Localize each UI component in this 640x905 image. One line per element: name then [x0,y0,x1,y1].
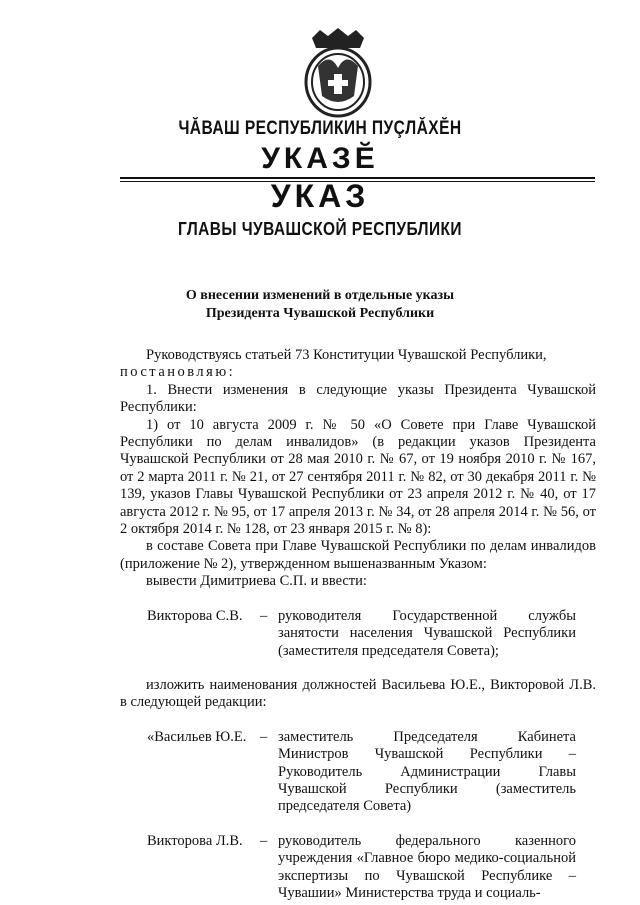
document-title-line2: Президента Чувашской Республики [205,306,435,321]
item-1: 1. Внести изменения в следующие указы Президента Чувашской Республики: [120,381,596,416]
member-name: Викторова Л.В. [147,832,243,849]
chuvash-header-line: ЧĂВАШ РЕСПУБЛИКИН ПУÇЛĂХĔН [178,118,462,139]
member-entry [120,729,596,816]
member-entry [120,833,596,903]
exclude-line: вывести Димитриева С.П. и ввести: [146,573,367,590]
document-title-line1: О внесении изменений в отдельные указы [185,288,455,303]
russian-title: УКАЗ [270,178,370,214]
member-position: руководитель федерального казенного учреждения «Главное бюро медико-социальной экспертизы по Чувашской Республике – Чувашии» Министерства труда и социаль- [278,832,576,901]
subitem-1-continuation: в составе Совета при Главе Чувашской Республики по делам инвалидов (приложение № 2), утвержденном вышеназванным Указом: [120,538,596,572]
resolve-word: постановляю: [120,364,236,381]
member-position: руководителя Государственной службы занятости населения Чувашской Республики (заместителя председателя Совета); [278,607,576,659]
member-dash: – [260,728,268,745]
member-position: заместитель Председателя Кабинета Министров Чувашской Республики – Руководитель Администрации Главы Чувашской Республики (заместитель председателя Совета) [278,728,576,815]
intro-line: Руководствуясь статьей 73 Конституции Чувашской Республики, [146,347,547,363]
member-name: «Васильев Ю.Е. [147,728,247,745]
subitem-1: 1) от 10 августа 2009 г. № 50 «О Совете при Главе Чувашской Республики по делам инвалидов» (в редакции указов Президента Чувашской Республики от 28 мая 2010 г. № 67, от 19 ноября 2010 г. № 167, от 2 марта 2011 г. № 21, от 27 сентября 2011 г. № 82, от 30 декабря 2011 г. № 139, указов Главы Чувашской Республики от 23 апреля 2012 г. № 40, от 17 августа 2012 г. № 95, от 17 апреля 2013 г. № 34, от 28 апреля 2014 г. № 56, от 2 октября 2014 г. № 128, от 23 января 2015 г. № 8): [120,416,596,538]
coat-of-arms-emblem [290,22,386,118]
member-dash: – [260,832,268,849]
restate-line: изложить наименования должностей Васильева Ю.Е., Викторовой Л.В. в следующей редакции: [120,676,596,711]
member-name: Викторова С.В. [147,607,243,624]
document-title [0,287,640,323]
member-dash: – [260,607,268,624]
document-body [120,347,596,902]
chuvash-title: УКАЗĔ [261,142,379,175]
russian-header-line: ГЛАВЫ ЧУВАШСКОЙ РЕСПУБЛИКИ [178,219,462,239]
member-entry [120,608,596,660]
